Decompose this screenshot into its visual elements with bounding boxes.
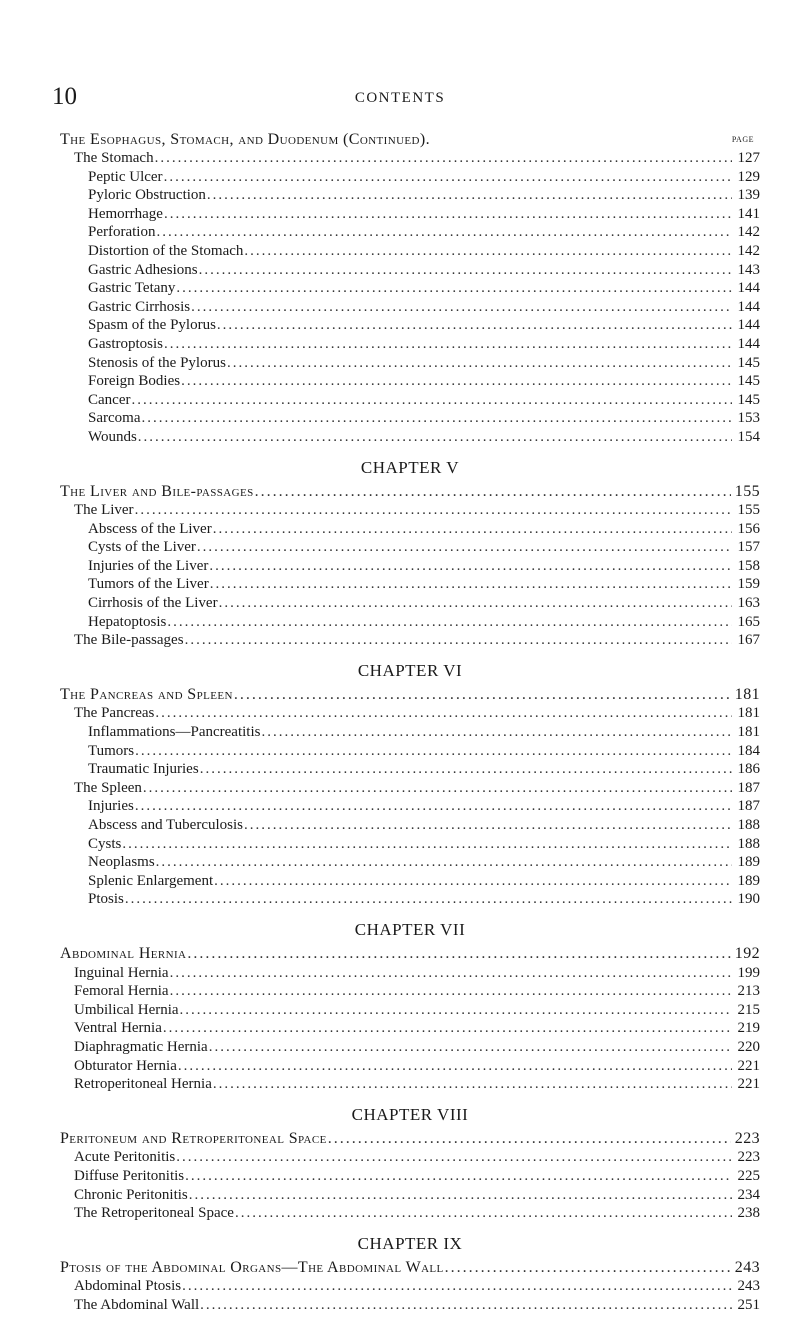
entry-page-number: 165	[737, 613, 760, 630]
toc-entry	[60, 816, 760, 835]
entry-page-number: 144	[737, 298, 760, 315]
dot-leader	[156, 853, 732, 872]
toc-entry	[60, 797, 760, 816]
entry-title: Inguinal Hernia	[74, 964, 169, 981]
entry-title: Abdominal Hernia	[60, 944, 187, 962]
dot-leader	[227, 354, 732, 373]
page-column-label: PAGE	[731, 135, 754, 144]
entry-page-number: 190	[737, 891, 760, 908]
toc-entry	[60, 964, 760, 983]
entry-title: Ventral Hernia	[74, 1020, 162, 1037]
toc-entry	[60, 1204, 760, 1223]
dot-leader	[143, 779, 732, 798]
entry-title: Inflammations—Pancreatitis	[88, 724, 261, 741]
entry-title: Distortion of the Stomach	[88, 242, 244, 259]
entry-page-number: 159	[737, 576, 760, 593]
toc-entry	[60, 557, 760, 576]
dot-leader	[244, 242, 732, 261]
entry-page-number: 181	[734, 685, 760, 703]
toc-entry	[60, 261, 760, 280]
entry-title: Injuries	[88, 798, 134, 815]
dot-leader	[235, 1204, 732, 1223]
entry-page-number: 144	[737, 335, 760, 352]
entry-title: Hemorrhage	[88, 205, 163, 222]
entry-title: Diaphragmatic Hernia	[74, 1038, 208, 1055]
dot-leader	[200, 760, 732, 779]
entry-page-number: 155	[737, 502, 760, 519]
toc-entry	[60, 945, 760, 964]
entry-title: Injuries of the Liver	[88, 557, 209, 574]
toc-entry	[60, 520, 760, 539]
entry-title: The Retroperitoneal Space	[74, 1205, 234, 1222]
entry-title: Cancer	[88, 391, 131, 408]
entry-page-number: 188	[737, 835, 760, 852]
entry-page-number: 213	[737, 983, 760, 1000]
entry-page-number: 141	[737, 205, 760, 222]
dot-leader	[164, 168, 732, 187]
running-head: CONTENTS	[354, 90, 446, 106]
entry-page-number: 167	[737, 632, 760, 649]
entry-page-number: 199	[737, 964, 760, 981]
entry-title: Tumors	[88, 742, 135, 759]
dot-leader	[219, 594, 732, 613]
entry-title: Ptosis of the Abdominal Organs—The Abdominal Wall	[60, 1258, 444, 1276]
dot-leader	[131, 391, 732, 410]
entry-title: The Spleen	[74, 779, 142, 796]
entry-title: The Abdominal Wall	[74, 1296, 200, 1313]
entry-page-number: 234	[737, 1186, 760, 1203]
entry-page-number: 142	[737, 224, 760, 241]
entry-title: Wounds	[88, 428, 137, 445]
toc-entry	[60, 1001, 760, 1020]
dot-leader	[213, 520, 732, 539]
dot-leader	[135, 742, 732, 761]
entry-page-number: 144	[737, 280, 760, 297]
toc-entry	[60, 168, 760, 187]
dot-leader	[170, 982, 732, 1001]
entry-page-number: 184	[737, 742, 760, 759]
entry-page-number: 243	[734, 1258, 760, 1276]
dot-leader	[209, 1038, 732, 1057]
entry-page-number: 145	[737, 373, 760, 390]
entry-page-number: 238	[737, 1205, 760, 1222]
entry-title: Abscess of the Liver	[88, 520, 212, 537]
dot-leader	[141, 409, 732, 428]
toc-entry	[60, 279, 760, 298]
entry-title: Tumors of the Liver	[88, 576, 209, 593]
dot-leader	[244, 816, 732, 835]
entry-page-number: 153	[737, 410, 760, 427]
entry-page-number: 139	[737, 187, 760, 204]
toc-entry	[60, 1130, 760, 1149]
entry-page-number: 223	[737, 1149, 760, 1166]
dot-leader	[445, 1259, 731, 1278]
dot-leader	[214, 872, 732, 891]
dot-leader	[182, 1277, 732, 1296]
entry-page-number: 145	[737, 354, 760, 371]
toc-entry	[60, 409, 760, 428]
entry-page-number: 189	[737, 854, 760, 871]
entry-page-number: 188	[737, 817, 760, 833]
entry-title: Chronic Peritonitis	[74, 1186, 188, 1203]
entry-title: Hepatoptosis	[88, 613, 167, 630]
entry-page-number: 220	[737, 1038, 760, 1055]
dot-leader	[185, 1167, 732, 1186]
entry-page-number: 143	[737, 261, 760, 278]
entry-title: Umbilical Hernia	[74, 1001, 179, 1018]
dot-leader	[185, 631, 732, 650]
dot-leader	[170, 964, 732, 983]
toc-entry	[60, 1277, 760, 1296]
entry-page-number: 156	[737, 520, 760, 537]
dot-leader	[156, 223, 732, 242]
dot-leader	[234, 686, 731, 705]
entry-page-number: 142	[737, 242, 760, 259]
toc-entry	[60, 242, 760, 261]
toc-entry	[60, 631, 760, 650]
dot-leader	[178, 1057, 732, 1076]
section-title: The Esophagus, Stomach, and Duodenum (Continued).	[60, 131, 431, 148]
entry-title: Neoplasms	[88, 854, 155, 871]
entry-page-number: 181	[737, 724, 760, 741]
toc-entry	[60, 1259, 760, 1278]
toc-entry	[60, 779, 760, 798]
entry-page-number: 155	[734, 482, 760, 500]
dot-leader	[261, 723, 732, 742]
entry-page-number: 129	[737, 168, 760, 185]
entry-title: Sarcoma	[88, 410, 141, 427]
entry-title: Peptic Ulcer	[88, 168, 163, 185]
dot-leader	[155, 149, 732, 168]
dot-leader	[207, 186, 732, 205]
entry-title: Femoral Hernia	[74, 983, 169, 1000]
entry-title: Retroperitoneal Hernia	[74, 1076, 212, 1093]
toc-entry	[60, 1186, 760, 1205]
entry-title: Spasm of the Pylorus	[88, 317, 216, 334]
dot-leader	[189, 1186, 732, 1205]
toc-entry	[60, 391, 760, 410]
dot-leader	[217, 316, 732, 335]
entry-title: The Stomach	[74, 150, 154, 166]
entry-page-number: 144	[737, 317, 760, 334]
entry-title: Pyloric Obstruction	[88, 187, 206, 204]
toc-entry	[60, 149, 760, 168]
entry-title: Abdominal Ptosis	[74, 1278, 182, 1295]
entry-page-number: 186	[737, 761, 760, 778]
dot-leader	[138, 428, 732, 447]
dot-leader	[155, 704, 732, 723]
entry-title: Obturator Hernia	[74, 1057, 177, 1074]
toc-entry	[60, 1167, 760, 1186]
dot-leader	[187, 945, 730, 964]
toc-entry	[60, 1019, 760, 1038]
dot-leader	[200, 1296, 732, 1315]
chapter-heading: CHAPTER V	[360, 457, 460, 477]
entry-title: Ptosis	[88, 891, 124, 908]
entry-page-number: 192	[734, 944, 760, 962]
toc-entry	[60, 853, 760, 872]
entry-title: The Liver	[74, 502, 134, 519]
entry-page-number: 251	[737, 1296, 760, 1313]
dot-leader	[210, 575, 732, 594]
dot-leader	[197, 538, 732, 557]
entry-title: Gastric Cirrhosis	[88, 298, 191, 315]
dot-leader	[176, 279, 732, 298]
toc-entry	[60, 723, 760, 742]
toc-entry	[60, 428, 760, 447]
toc-entry	[60, 223, 760, 242]
entry-page-number: 215	[737, 1001, 760, 1018]
dot-leader	[125, 890, 732, 909]
section-entries	[60, 149, 760, 447]
toc-entry	[60, 982, 760, 1001]
entry-page-number: 158	[737, 557, 760, 574]
entry-page-number: 225	[737, 1167, 760, 1184]
dot-leader	[135, 797, 732, 816]
entry-title: Diffuse Peritonitis	[74, 1167, 185, 1184]
dot-leader	[167, 613, 732, 632]
chapter-heading: CHAPTER VI	[357, 660, 463, 680]
toc-entry	[60, 1038, 760, 1057]
entry-title: Traumatic Injuries	[88, 761, 199, 778]
entry-page-number: 223	[734, 1129, 760, 1147]
entry-page-number: 219	[737, 1020, 760, 1037]
entry-title: Stenosis of the Pylorus	[88, 354, 226, 371]
entry-title: The Pancreas and Spleen	[60, 685, 233, 703]
entry-page-number: 163	[737, 595, 760, 612]
entry-title: The Liver and Bile-passages	[60, 482, 254, 500]
entry-title: Peritoneum and Retroperitoneal Space	[60, 1129, 327, 1147]
dot-leader	[191, 298, 732, 317]
dot-leader	[163, 1019, 732, 1038]
dot-leader	[135, 501, 732, 520]
entry-page-number: 189	[737, 872, 760, 889]
entry-title: Cirrhosis of the Liver	[88, 595, 218, 612]
toc-entry	[60, 742, 760, 761]
dot-leader	[255, 483, 731, 502]
entry-title: Cysts of the Liver	[88, 539, 196, 556]
entry-title: The Bile-passages	[74, 632, 184, 649]
entry-title: Foreign Bodies	[88, 373, 181, 390]
toc-entry	[60, 186, 760, 205]
entry-title: Abscess and Tuberculosis	[88, 817, 244, 833]
dot-leader	[164, 335, 732, 354]
toc-entry	[60, 1057, 760, 1076]
toc-entry	[60, 372, 760, 391]
entry-title: Perforation	[88, 224, 156, 241]
chapter-heading: CHAPTER VII	[354, 919, 466, 939]
toc-entry	[60, 575, 760, 594]
toc-entry	[60, 335, 760, 354]
toc-entry	[60, 613, 760, 632]
toc-entry	[60, 316, 760, 335]
entry-title: Gastric Tetany	[88, 280, 176, 297]
toc-entry	[60, 760, 760, 779]
toc-entry	[60, 1148, 760, 1167]
dot-leader	[176, 1148, 732, 1167]
entry-title: The Pancreas	[74, 705, 155, 722]
entry-page-number: 221	[737, 1057, 760, 1074]
toc-entry	[60, 538, 760, 557]
entry-page-number: 181	[737, 705, 760, 722]
dot-leader	[180, 1001, 732, 1020]
toc-entry	[60, 890, 760, 909]
entry-title: Cysts	[88, 835, 122, 852]
entry-title: Acute Peritonitis	[74, 1149, 176, 1166]
entry-title: Splenic Enlargement	[88, 872, 214, 889]
dot-leader	[122, 835, 732, 854]
page-header	[0, 82, 800, 112]
entry-page-number: 221	[737, 1076, 760, 1093]
chapter-heading: CHAPTER IX	[357, 1233, 463, 1253]
toc-entry	[60, 483, 760, 502]
entry-page-number: 154	[737, 428, 760, 445]
entry-title: Gastric Adhesions	[88, 261, 198, 278]
toc-entry	[60, 1296, 760, 1315]
dot-leader	[164, 205, 732, 224]
page-number: 10	[52, 83, 77, 110]
toc-entry	[60, 686, 760, 705]
dot-leader	[213, 1075, 732, 1094]
entry-page-number: 127	[737, 150, 760, 166]
entry-page-number: 145	[737, 391, 760, 408]
section-heading	[60, 130, 760, 149]
toc-entry	[60, 872, 760, 891]
toc-entry	[60, 704, 760, 723]
entry-page-number: 157	[737, 539, 760, 556]
toc-entry	[60, 1075, 760, 1094]
entry-title: Gastroptosis	[88, 335, 163, 352]
entry-page-number: 187	[737, 798, 760, 815]
toc-entry	[60, 354, 760, 373]
dot-leader	[181, 372, 732, 391]
chapters	[60, 453, 760, 1315]
dot-leader	[328, 1130, 731, 1149]
toc-entry	[60, 501, 760, 520]
dot-leader	[209, 557, 732, 576]
chapter-heading: CHAPTER VIII	[351, 1104, 469, 1124]
entry-page-number: 243	[737, 1278, 760, 1295]
toc-entry	[60, 594, 760, 613]
toc-entry	[60, 298, 760, 317]
toc-entry	[60, 205, 760, 224]
entry-page-number: 187	[737, 779, 760, 796]
table-of-contents	[60, 130, 760, 1314]
toc-entry	[60, 835, 760, 854]
dot-leader	[199, 261, 732, 280]
